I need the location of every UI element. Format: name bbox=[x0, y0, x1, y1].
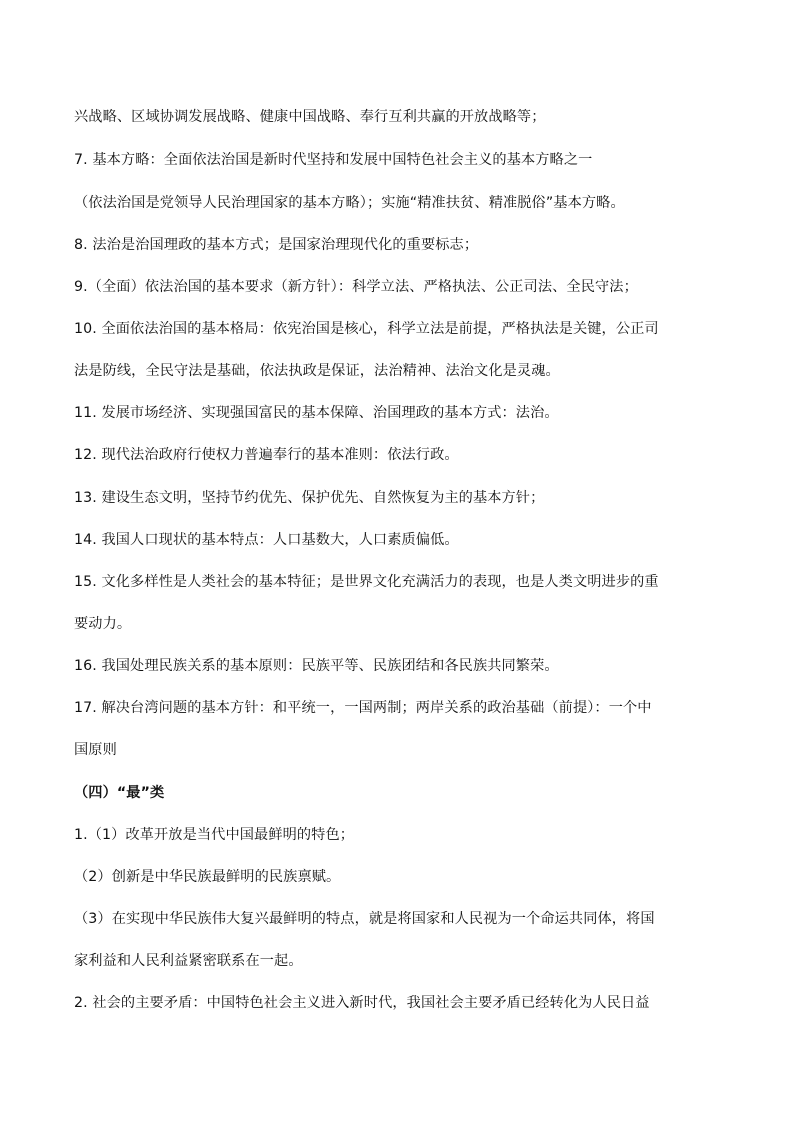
text-line: 12. 现代法治政府行使权力普遍奉行的基本准则：依法行政。 bbox=[74, 447, 459, 463]
text-line: 兴战略、区域协调发展战略、健康中国战略、奉行互利共赢的开放战略等； bbox=[74, 109, 546, 125]
text-line: 16. 我国处理民族关系的基本原则：民族平等、民族团结和各民族共同繁荣。 bbox=[74, 658, 559, 674]
section-heading: （四）“最”类 bbox=[74, 785, 165, 801]
text-line: 要动力。 bbox=[74, 616, 132, 632]
text-line: （依法治国是党领导人民治理国家的基本方略）；实施“精准扶贫、精准脱俗”基本方略。 bbox=[74, 195, 625, 211]
text-line: 2. 社会的主要矛盾：中国特色社会主义进入新时代，我国社会主要矛盾已经转化为人民日益 bbox=[74, 995, 650, 1011]
text-line: 13. 建设生态文明，坚持节约优先、保护优先、自然恢复为主的基本方针； bbox=[74, 490, 545, 506]
text-line: 8. 法治是治国理政的基本方式；是国家治理现代化的重要标志； bbox=[74, 237, 479, 253]
text-line: 1.（1）改革开放是当代中国最鲜明的特色； bbox=[74, 827, 355, 843]
text-line: 7. 基本方略：全面依法治国是新时代坚持和发展中国特色社会主义的基本方略之一 bbox=[74, 152, 593, 168]
text-line: 9.（全面）依法治国的基本要求（新方针）：科学立法、严格执法、公正司法、全民守法； bbox=[74, 279, 638, 295]
text-line: 家利益和人民利益紧密联系在一起。 bbox=[74, 953, 303, 969]
text-line: 法是防线，全民守法是基础，依法执政是保证，法治精神、法治文化是灵魂。 bbox=[74, 363, 560, 379]
text-line: 11. 发展市场经济、实现强国富民的基本保障、治国理政的基本方式：法治。 bbox=[74, 405, 559, 421]
text-line: （3）在实现中华民族伟大复兴最鲜明的特点，就是将国家和人民视为一个命运共同体，将国 bbox=[74, 911, 655, 927]
text-line: 国原则 bbox=[74, 742, 117, 758]
text-line: 15. 文化多样性是人类社会的基本特征；是世界文化充满活力的表现，也是人类文明进步的重 bbox=[74, 574, 659, 590]
text-line: 14. 我国人口现状的基本特点：人口基数大，人口素质偏低。 bbox=[74, 532, 459, 548]
text-line: 10. 全面依法治国的基本格局：依宪治国是核心，科学立法是前提，严格执法是关键，公正司 bbox=[74, 321, 659, 337]
text-line: 17. 解决台湾问题的基本方针：和平统一，一国两制；两岸关系的政治基础（前提）：一个中 bbox=[74, 700, 652, 716]
text-line: （2）创新是中华民族最鲜明的民族禀赋。 bbox=[74, 869, 341, 885]
